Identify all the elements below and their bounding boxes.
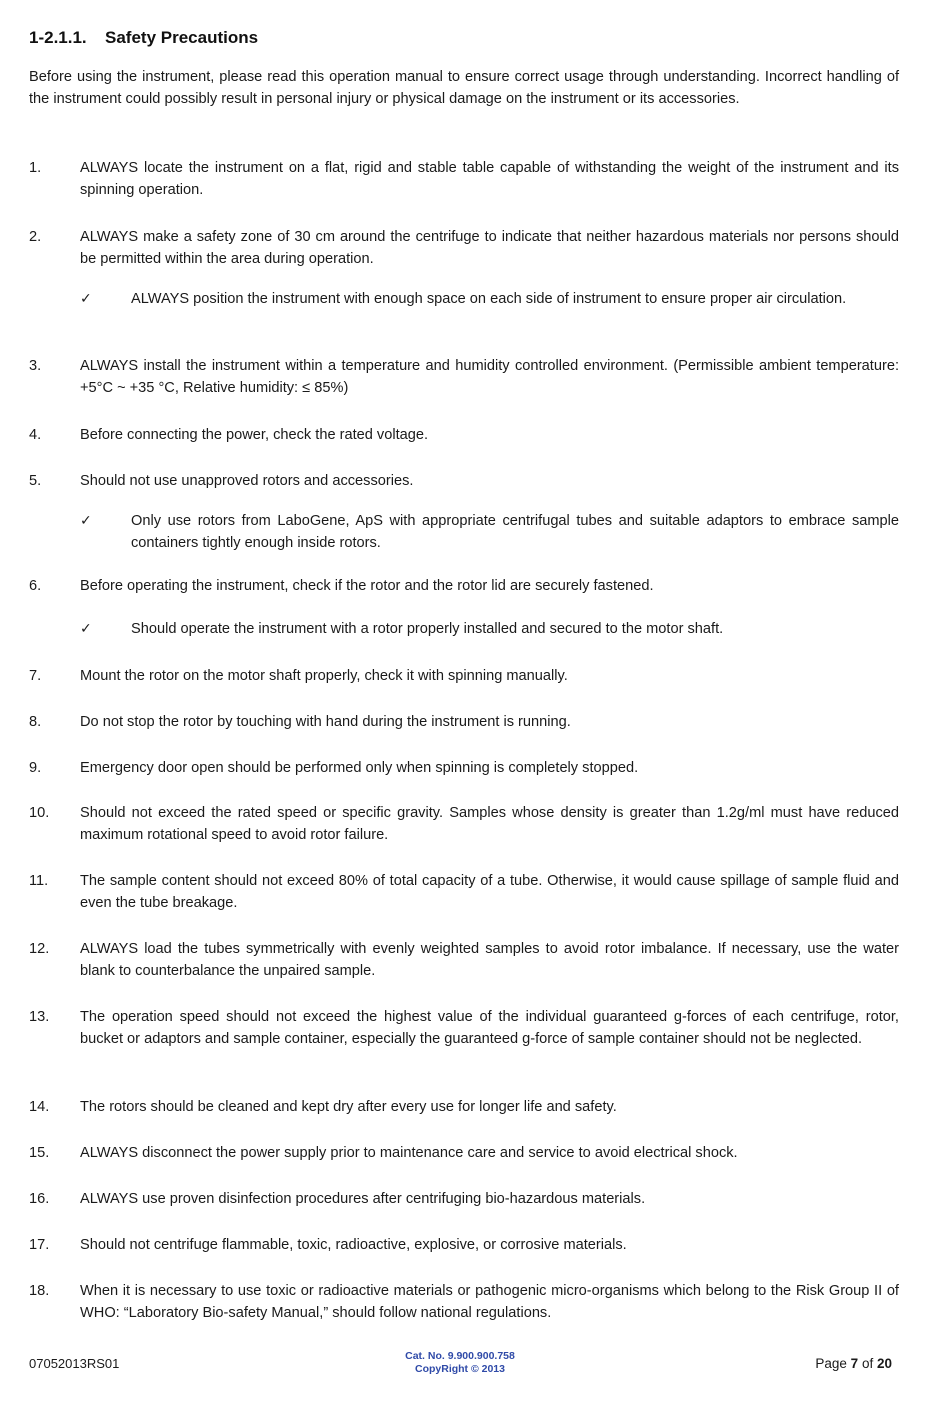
document-code: 07052013RS01: [29, 1356, 120, 1371]
item-text: Should not use unapproved rotors and accessories.: [80, 473, 414, 489]
item-text: ALWAYS install the instrument within a temperature and humidity controlled environment. (Permissible ambient temperature: +5°C ~ +35 °C, Relative humidity: ≤ 85%): [80, 358, 899, 396]
item-number: 3.: [29, 358, 42, 374]
list-item: [29, 939, 899, 982]
item-text: ALWAYS use proven disinfection procedures after centrifuging bio-hazardous materials.: [80, 1191, 646, 1207]
sub-item-text: Only use rotors from LaboGene, ApS with appropriate centrifugal tubes and suitable adaptors to embrace sample containers tightly enough inside rotors.: [131, 513, 899, 551]
list-item: [29, 1097, 899, 1119]
page-indicator: [815, 1356, 892, 1371]
item-text: The rotors should be cleaned and kept dry after every use for longer life and safety.: [80, 1099, 617, 1115]
item-number: 8.: [29, 714, 42, 730]
item-text: Mount the rotor on the motor shaft properly, check it with spinning manually.: [80, 668, 568, 684]
page-current: 7: [850, 1356, 859, 1371]
list-item: [29, 356, 899, 399]
page-of: of: [861, 1356, 874, 1371]
list-item: [29, 576, 899, 598]
item-number: 12.: [29, 941, 50, 957]
list-item: [29, 471, 899, 493]
item-number: 4.: [29, 427, 42, 443]
item-number: 6.: [29, 578, 42, 594]
sub-item: [80, 511, 899, 554]
catalog-number: Cat. No. 9.900.900.758: [405, 1350, 515, 1362]
item-text: The sample content should not exceed 80% of total capacity of a tube. Otherwise, it would cause spillage of sample fluid and even the tube breakage.: [80, 873, 899, 911]
intro-paragraph: Before using the instrument, please read this operation manual to ensure correct usage through understanding. Incorrect handling of the instrument could possibly result in personal injury or physical damage on the instrument or its accessories.: [29, 69, 899, 107]
sub-item-text: Should operate the instrument with a rotor properly installed and secured to the motor shaft.: [131, 621, 724, 637]
item-number: 10.: [29, 805, 50, 821]
item-number: 15.: [29, 1145, 50, 1161]
sub-item: [80, 289, 899, 311]
catalog-info: [360, 1350, 560, 1376]
list-item: [29, 758, 899, 780]
section-title: Safety Precautions: [105, 28, 259, 47]
item-text: ALWAYS load the tubes symmetrically with evenly weighted samples to avoid rotor imbalance. If necessary, use the water blank to counterbalance the unpaired sample.: [80, 941, 899, 979]
check-icon: ✓: [80, 291, 92, 307]
list-item: [29, 1189, 899, 1211]
check-icon: ✓: [80, 621, 92, 637]
list-item: [29, 1235, 899, 1257]
list-item: [29, 425, 899, 447]
item-number: 11.: [29, 873, 49, 889]
item-text: When it is necessary to use toxic or radioactive materials or pathogenic micro-organisms which belong to the Risk Group II of WHO: “Laboratory Bio-safety Manual,” should follow national regulations.: [80, 1283, 899, 1321]
item-text: Do not stop the rotor by touching with hand during the instrument is running.: [80, 714, 571, 730]
item-text: ALWAYS locate the instrument on a flat, rigid and stable table capable of withstanding the weight of the instrument and its spinning operation.: [80, 160, 899, 198]
item-text: ALWAYS disconnect the power supply prior to maintenance care and service to avoid electrical shock.: [80, 1145, 738, 1161]
list-item: [29, 803, 899, 846]
item-number: 16.: [29, 1191, 50, 1207]
item-number: 17.: [29, 1237, 50, 1253]
item-number: 5.: [29, 473, 42, 489]
item-number: 2.: [29, 229, 42, 245]
list-item: [29, 1007, 899, 1050]
copyright: CopyRight © 2013: [414, 1363, 505, 1375]
item-text: Should not centrifuge flammable, toxic, radioactive, explosive, or corrosive materials.: [80, 1237, 627, 1253]
list-item: [29, 1281, 899, 1324]
page-label: Page: [815, 1356, 847, 1371]
item-number: 1.: [29, 160, 42, 176]
item-text: Emergency door open should be performed only when spinning is completely stopped.: [80, 760, 639, 776]
item-text: Before operating the instrument, check if the rotor and the rotor lid are securely fastened.: [80, 578, 654, 594]
item-number: 14.: [29, 1099, 50, 1115]
item-text: The operation speed should not exceed the highest value of the individual guaranteed g-forces of each centrifuge, rotor, bucket or adaptors and sample container, especially the guaranteed g-force of sample container should not be neglected.: [80, 1009, 899, 1047]
item-text: Should not exceed the rated speed or specific gravity. Samples whose density is greater than 1.2g/ml must have reduced maximum rotational speed to avoid rotor failure.: [80, 805, 899, 843]
item-number: 7.: [29, 668, 42, 684]
item-number: 13.: [29, 1009, 50, 1025]
item-number: 18.: [29, 1283, 50, 1299]
section-heading: [29, 28, 258, 48]
item-number: 9.: [29, 760, 42, 776]
list-item: [29, 227, 899, 270]
section-number: 1-2.1.1.: [29, 28, 87, 47]
sub-item: [80, 619, 899, 641]
check-icon: ✓: [80, 513, 92, 529]
list-item: [29, 871, 899, 914]
list-item: [29, 1143, 899, 1165]
list-item: [29, 666, 899, 688]
item-text: ALWAYS make a safety zone of 30 cm around the centrifuge to indicate that neither hazardous materials nor persons should be permitted within the area during operation.: [80, 229, 899, 267]
item-text: Before connecting the power, check the rated voltage.: [80, 427, 429, 443]
sub-item-text: ALWAYS position the instrument with enough space on each side of instrument to ensure proper air circulation.: [131, 291, 847, 307]
list-item: [29, 158, 899, 201]
list-item: [29, 712, 899, 734]
page-total: 20: [876, 1356, 892, 1371]
